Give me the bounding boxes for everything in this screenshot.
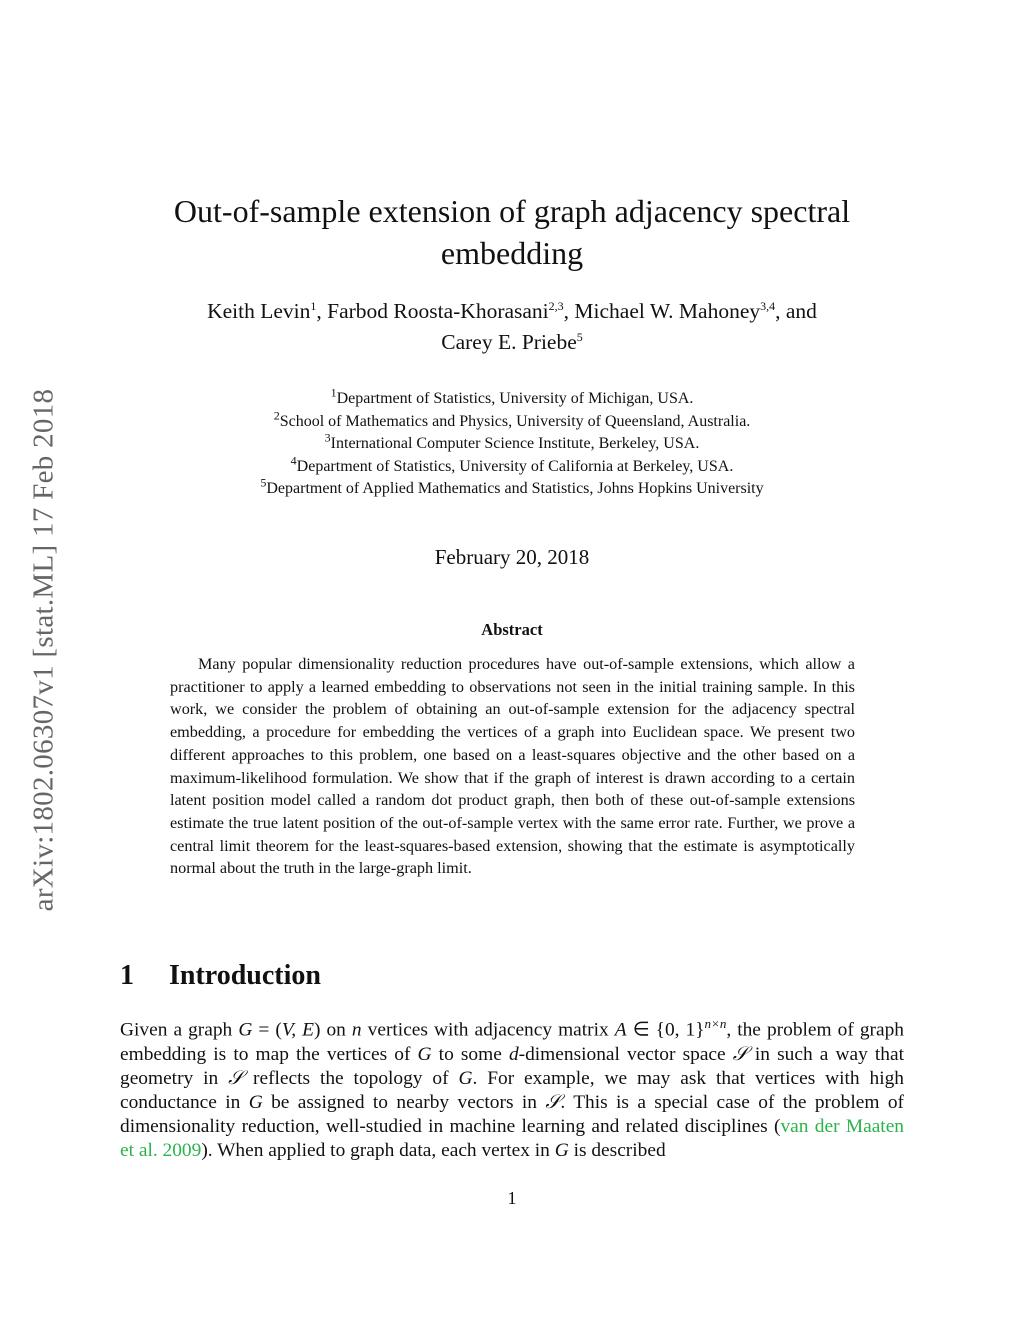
affiliation [120, 478, 904, 501]
intro-text: be assigned to nearby vectors in [262, 1092, 546, 1114]
abstract-heading: Abstract [481, 620, 543, 639]
affiliation-text: School of Mathematics and Physics, University of Queensland, Australia. [279, 412, 751, 430]
intro-text: ∈ {0, 1} [626, 1019, 705, 1041]
math-symbol: 𝒮 [228, 1067, 244, 1089]
author-affiliation-mark: 1 [310, 298, 317, 313]
section-title: Introduction [169, 960, 321, 991]
page-number: 1 [507, 1188, 517, 1208]
math-symbol: d [508, 1043, 519, 1065]
affiliation-text: Department of Applied Mathematics and Statistics, Johns Hopkins University [266, 480, 764, 498]
affiliation-mark: 5 [260, 476, 267, 491]
math-symbol: 𝒮 [732, 1043, 748, 1065]
affiliation [120, 430, 904, 456]
math-symbol: n [351, 1019, 362, 1041]
title-line-1: Out-of-sample extension of graph adjacency spectral [173, 193, 851, 229]
math-superscript: n×n [704, 1016, 727, 1031]
intro-text: reflects the topology of [243, 1067, 459, 1089]
author-name: Carey E. Priebe [441, 330, 577, 354]
author-affiliation-mark: 2,3 [548, 298, 564, 313]
math-symbol: G [238, 1019, 253, 1041]
author-separator: , [563, 299, 575, 323]
abstract-text: Many popular dimensionality reduction procedures have out-of-sample extensions, which allow a practitioner to apply a learned embedding to observations not seen in the initial training sample. In this work, we consider the problem of obtaining an out-of-sample extension for the adjacency spectral embedding, a procedure for embedding the vertices of a graph into Euclidean space. We present two different approaches to this problem, one based on a least-squares objective and the other based on a maximum-likelihood formulation. We show that if the graph of interest is drawn according to a certain latent position model called a random dot product graph, then both of these out-of-sample extensions estimate the true latent position of the out-of-sample vertex with the same error rate. Further, we prove a central limit theorem for the least-squares-based extension, showing that the estimate is asymptotically normal about the truth in the large-graph limit. [170, 655, 855, 878]
author-separator: , [316, 299, 328, 323]
author-separator: , and [775, 299, 817, 323]
affiliation [120, 453, 904, 479]
intro-text: vertices with adjacency matrix [361, 1019, 615, 1041]
introduction-paragraph [120, 1012, 904, 1164]
publication-date: February 20, 2018 [434, 545, 590, 569]
affiliation-mark: 4 [290, 453, 297, 468]
section-heading [120, 960, 321, 992]
paper-title [120, 190, 904, 274]
affiliation [120, 408, 904, 434]
math-symbol: G [554, 1140, 569, 1162]
affiliation [120, 385, 904, 411]
math-symbol: G [248, 1092, 263, 1114]
math-symbol: A [614, 1019, 627, 1041]
intro-text: . This is a special case of the problem of dimensionality reduction, well-studied in machine learning and related disciplines ( [120, 1092, 904, 1138]
title-line-2: embedding [440, 235, 584, 271]
math-symbol: V, E [281, 1019, 314, 1041]
intro-text: is described [568, 1140, 666, 1162]
math-symbol: G [417, 1043, 432, 1065]
intro-text: Given a graph [120, 1019, 239, 1041]
author-list [120, 296, 904, 358]
section-number: 1 [120, 960, 134, 991]
intro-text: . For example, we may ask that vertices with high conductance in [120, 1067, 904, 1114]
intro-text: in such a way that geometry in [120, 1043, 904, 1089]
citation-link[interactable]: van der Maaten et al. 2009 [120, 1116, 904, 1162]
intro-text: , the problem of graph embedding is to map the vertices of [120, 1019, 905, 1065]
math-symbol: G [458, 1067, 473, 1089]
intro-text: to some [431, 1043, 509, 1065]
affiliation-mark: 3 [324, 430, 331, 445]
author-affiliation-mark: 3,4 [760, 298, 776, 313]
affiliation-mark: 1 [330, 385, 337, 400]
affiliation-text: Department of Statistics, University of California at Berkeley, USA. [296, 457, 734, 475]
affiliation-text: International Computer Science Institute, Berkeley, USA. [330, 435, 700, 453]
author-affiliation-mark: 5 [576, 329, 583, 344]
author-name: Michael W. Mahoney [574, 299, 761, 323]
arxiv-identifier-stamp: arXiv:1802.06307v1 [stat.ML] 17 Feb 2018 [27, 388, 60, 912]
intro-text: -dimensional vector space [518, 1043, 733, 1065]
intro-text: = ( [252, 1019, 282, 1041]
intro-text: ). When applied to graph data, each vertex in [201, 1140, 555, 1162]
affiliation-list [120, 385, 904, 501]
affiliation-mark: 2 [273, 408, 280, 423]
author-name: Keith Levin [207, 299, 311, 323]
intro-text: ) on [313, 1019, 352, 1041]
author-name: Farbod Roosta-Khorasani [327, 299, 549, 323]
math-symbol: 𝒮 [545, 1092, 561, 1114]
affiliation-text: Department of Statistics, University of Michigan, USA. [336, 390, 694, 407]
